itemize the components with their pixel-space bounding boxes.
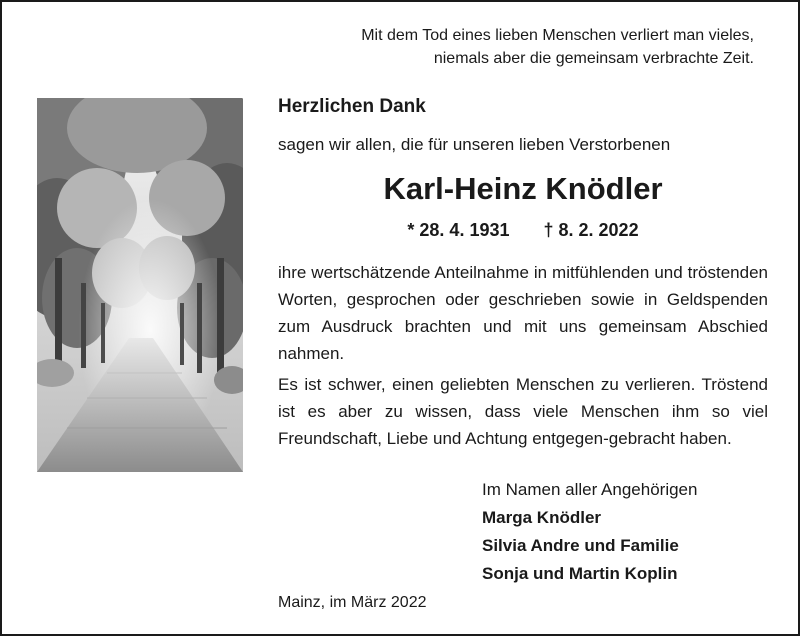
birth-date: * 28. 4. 1931 xyxy=(407,220,510,240)
death-date: † 8. 2. 2022 xyxy=(543,220,639,240)
signature-name: Sonja und Martin Koplin xyxy=(482,564,678,583)
signature-intro: Im Namen aller Angehörigen xyxy=(482,480,698,499)
life-dates xyxy=(278,217,768,243)
deceased-name: Karl-Heinz Knödler xyxy=(383,171,663,206)
thanks-paragraph: ihre wertschätzende Anteilnahme in mitfühlenden und tröstenden Worten, gesprochen oder geschrieben sowie in Geldspenden zum Ausdruck brachten und mit uns gemeinsam Abschied nahmen. xyxy=(278,263,768,363)
intro-line: sagen wir allen, die für unseren lieben Verstorbenen xyxy=(278,135,671,154)
motto-line-1: Mit dem Tod eines lieben Menschen verliert man vieles, xyxy=(361,27,754,44)
comfort-paragraph: Es ist schwer, einen geliebten Menschen zu verlieren. Tröstend ist es aber zu wissen, dass viele Menschen ihm so viel Freundschaft, Liebe und Achtung entgegen-gebracht haben. xyxy=(278,375,768,448)
motto-quote xyxy=(272,24,754,70)
signature-name: Marga Knödler xyxy=(482,508,602,527)
heading-thanks: Herzlichen Dank xyxy=(278,96,426,117)
place-and-date: Mainz, im März 2022 xyxy=(278,594,427,611)
motto-line-2: niemals aber die gemeinsam verbrachte Zeit. xyxy=(433,50,754,67)
tree-lined-avenue-photo xyxy=(37,98,243,472)
signature-name: Silvia Andre und Familie xyxy=(482,536,679,555)
